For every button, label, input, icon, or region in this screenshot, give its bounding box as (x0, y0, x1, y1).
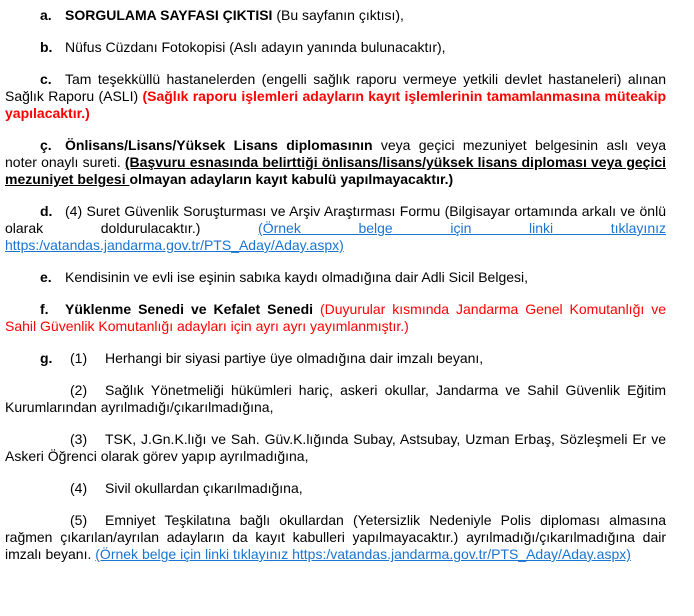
item-f-title: Yüklenme Senedi ve Kefalet Senedi (65, 301, 314, 317)
item-g5-text: Emniyet Teşkilatına bağlı okullardan (Yetersizlik Nedeniyle Polis diploması almasına rağmen çıkarılan/ayrılan adayların da kayıt kabulleri yapılmayacaktır.) ayrılmadığı/çıkarılmadığına dair imzalı beyanı. (5, 512, 666, 562)
item-f-note-text: (Duyurular kısmında Jandarma Genel Komutanlığı ve Sahil Güvenlik Komutanlığı adayları için ayrı ayrı yayımlanmıştır.) (5, 301, 666, 334)
paragraph-item-b (5, 39, 666, 56)
item-g5-sample-document-link[interactable]: (Örnek belge için linki tıklayınız https:/vatandas.jandarma.gov.tr/PTS_Aday/Aday.aspx) (95, 546, 631, 562)
paragraph-item-g4 (5, 480, 666, 497)
item-g1-number: (1) (70, 350, 88, 366)
item-e-text: Kendisinin ve evli ise eşinin sabıka kaydı olmadığına dair Adli Sicil Belgesi, (65, 269, 529, 285)
item-cc-underlined-warning: (Başvuru esnasında belirttiği önlisans/lisans/yüksek lisans diploması veya geçici mezuniyet belgesi (5, 154, 667, 187)
paragraph-item-d (5, 203, 666, 254)
paragraph-item-a (5, 7, 666, 24)
item-g2-text: Sağlık Yönetmeliği hükümleri hariç, askeri okullar, Jandarma ve Sahil Güvenlik Eğitim Kurumlarından ayrılmadığı/çıkarılmadığına, (5, 382, 666, 415)
item-label-c: c. (40, 71, 52, 87)
item-a-title: SORGULAMA SAYFASI ÇIKTISI (65, 7, 273, 23)
paragraph-item-g3 (5, 431, 666, 465)
item-g1-text: Herhangi bir siyasi partiye üye olmadığına dair imzalı beyanı, (105, 350, 484, 366)
item-label-g: g. (40, 350, 53, 366)
item-label-d: d. (40, 203, 53, 219)
item-g4-text: Sivil okullardan çıkarılmadığına, (105, 480, 303, 496)
item-c-warning-text: (Sağlık raporu işlemleri adayların kayıt işlemlerinin tamamlanmasına müteakip yapılacaktır.) (5, 88, 667, 121)
item-b-text: Nüfus Cüzdanı Fotokopisi (Aslı adayın yanında bulunacaktır), (65, 39, 446, 55)
paragraph-item-cc (5, 137, 666, 188)
paragraph-item-f (5, 301, 666, 335)
item-a-text: (Bu sayfanın çıktısı), (272, 7, 404, 23)
paragraph-item-g1 (5, 350, 666, 367)
item-label-f: f. (40, 301, 49, 317)
item-label-cc: ç. (40, 137, 52, 153)
paragraph-item-e (5, 269, 666, 286)
item-g4-number: (4) (70, 480, 88, 496)
item-label-e: e. (40, 269, 52, 285)
item-c-text: Tam teşekküllü hastanelerden (engelli sağlık raporu vermeye yetkili devlet hastaneleri) alınan Sağlık Raporu (ASLI) (5, 71, 666, 104)
item-cc-text: veya geçici mezuniyet belgesinin aslı veya noter onaylı sureti. (5, 137, 666, 170)
item-d-sample-document-link[interactable]: (Örnek belge için linki tıklayınız https:/vatandas.jandarma.gov.tr/PTS_Aday/Aday.aspx) (5, 220, 666, 253)
item-g3-text: TSK, J.Gn.K.lığı ve Sah. Güv.K.lığında Subay, Astsubay, Uzman Erbaş, Sözleşmeli Er ve Askeri Öğrenci olarak görev yapıp ayrılmadığına, (5, 431, 666, 464)
item-g3-number: (3) (70, 431, 88, 447)
paragraph-item-g5 (5, 512, 666, 563)
paragraph-item-g2 (5, 382, 666, 416)
item-g5-number: (5) (70, 512, 88, 528)
item-d-text: (4) Suret Güvenlik Soruşturması ve Arşiv Araştırması Formu (Bilgisayar ortamında arkalı ve önlü olarak doldurulacaktır.) (5, 203, 666, 236)
item-cc-title: Önlisans/Lisans/Yüksek Lisans diplomasının (65, 137, 373, 153)
paragraph-item-c (5, 71, 666, 122)
item-label-a: a. (40, 7, 52, 23)
item-label-b: b. (40, 39, 53, 55)
item-cc-warning-end: olmayan adayların kayıt kabulü yapılmayacaktır.) (129, 171, 454, 187)
item-g2-number: (2) (70, 382, 88, 398)
